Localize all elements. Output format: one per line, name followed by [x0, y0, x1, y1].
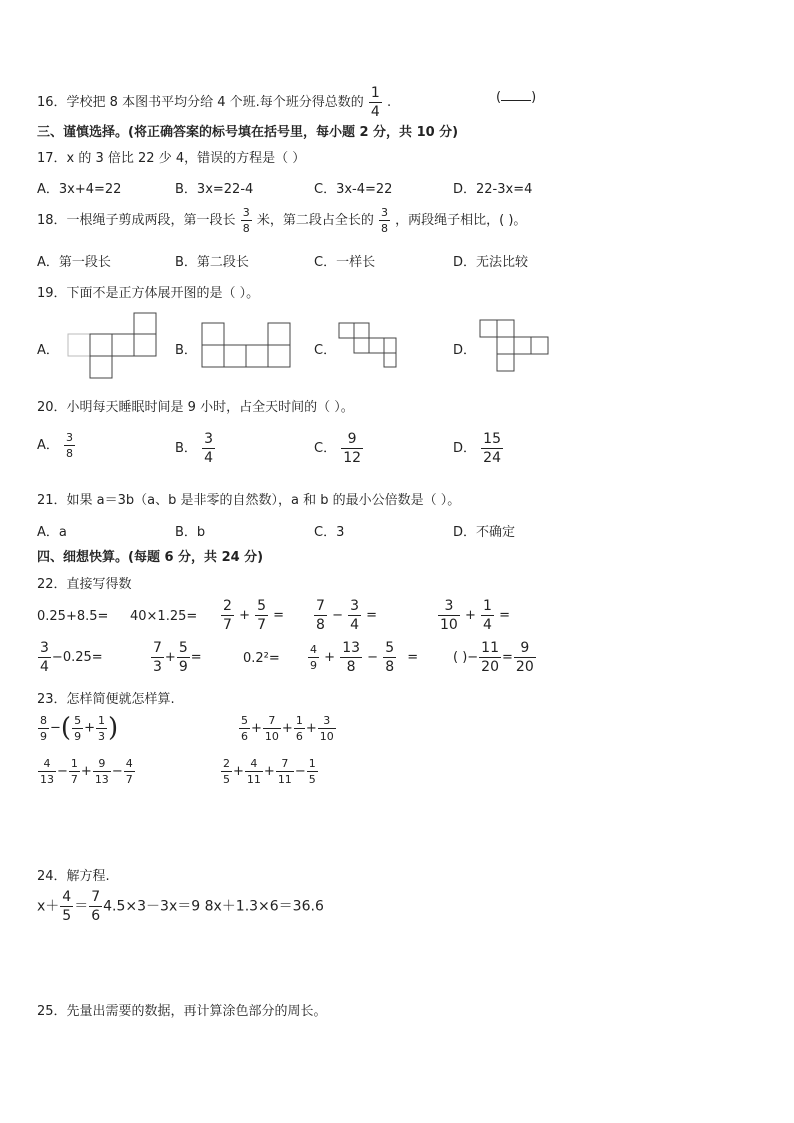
- option-20a[interactable]: A． $\frac{3}{8}$: [37, 431, 74, 460]
- question-24: 24．解方程.: [37, 869, 110, 884]
- calc-item: $\frac{2}{7}$ + $\frac{5}{7}$ =: [223, 598, 285, 633]
- option-19b-label[interactable]: B．: [175, 343, 197, 358]
- option-20d[interactable]: D． $\frac{15}{24}$: [453, 431, 501, 466]
- question-20: 20．小明每天睡眠时间是 9 小时，占全天时间的（ ）。: [37, 400, 354, 415]
- expr-23-1: $\frac{8}{9}$ −( $\frac{5}{9}$ + $\frac{1}{3}$ ): [40, 713, 119, 743]
- option-18d[interactable]: D．无法比较: [453, 255, 529, 270]
- calc-item: ( )− $\frac{11}{20}$ = $\frac{9}{20}$: [453, 640, 534, 675]
- option-19c-label[interactable]: C．: [314, 343, 337, 358]
- option-21d[interactable]: D．不确定: [453, 525, 516, 540]
- cube-net-a: [66, 312, 158, 382]
- option-17d[interactable]: D．22-3x=4: [453, 182, 533, 197]
- cube-net-b: [200, 321, 294, 371]
- option-21b[interactable]: B．b: [175, 525, 206, 540]
- fraction: $\frac{1}{4}$: [370, 85, 380, 120]
- equations-24: x＋ $\frac{4}{5}$ ＝ $\frac{7}{6}$ 4.5×3－3x＝9 8x＋1.3×6＝36.6: [37, 889, 324, 924]
- expr-23-3: $\frac{4}{13}$ − $\frac{1}{7}$ + $\frac{9}{13}$ − $\frac{4}{7}$: [40, 757, 133, 786]
- expr-23-4: $\frac{2}{5}$ + $\frac{4}{11}$ + $\frac{7}{11}$ − $\frac{1}{5}$: [223, 757, 316, 786]
- option-17a[interactable]: A．3x+4=22: [37, 182, 122, 197]
- section-4-title: 四、细想快算。(每题 6 分，共 24 分): [37, 550, 264, 565]
- option-18b[interactable]: B．第二段长: [175, 255, 249, 270]
- option-18a[interactable]: A．第一段长: [37, 255, 111, 270]
- fraction: $\frac{3}{8}$: [242, 206, 250, 235]
- question-23: 23．怎样简便就怎样算.: [37, 692, 175, 707]
- question-19: 19．下面不是正方体展开图的是（ ）。: [37, 286, 260, 301]
- question-17: 17．x 的 3 倍比 22 少 4，错误的方程是（ ）: [37, 151, 306, 166]
- option-19d-label[interactable]: D．: [453, 343, 477, 358]
- question-18: 18．一根绳子剪成两段，第一段长 $\frac{3}{8}$ 米，第二段占全长的 $\frac{3}{8}$ ，两段绳子相比，( )。: [37, 206, 527, 235]
- option-19a-label[interactable]: A．: [37, 343, 59, 358]
- calc-item: 0.2²=: [243, 651, 280, 666]
- option-17b[interactable]: B．3x=22-4: [175, 182, 254, 197]
- question-21: 21．如果 a＝3b（a、b 是非零的自然数），a 和 b 的最小公倍数是（ ）。: [37, 493, 461, 508]
- section-3-title: 三、谨慎选择。(将正确答案的标号填在括号里，每小题 2 分，共 10 分): [37, 125, 459, 140]
- cube-net-d: [478, 319, 552, 373]
- calc-item: $\frac{4}{9}$ + $\frac{13}{8}$ − $\frac{5}{8}$ =: [310, 640, 419, 675]
- calc-item: 0.25+8.5=: [37, 609, 109, 624]
- option-18c[interactable]: C．一样长: [314, 255, 376, 270]
- option-20b[interactable]: B． $\frac{3}{4}$: [175, 431, 213, 466]
- option-21c[interactable]: C．3: [314, 525, 345, 540]
- calc-item: $\frac{7}{8}$ − $\frac{3}{4}$ =: [316, 598, 378, 633]
- question-25: 25．先量出需要的数据，再计算涂色部分的周长。: [37, 1004, 327, 1019]
- calc-item: $\frac{3}{10}$ + $\frac{1}{4}$ =: [440, 598, 510, 633]
- calc-item: 40×1.25=: [130, 609, 198, 624]
- option-21a[interactable]: A．a: [37, 525, 67, 540]
- answer-blank-16[interactable]: ( ): [496, 90, 537, 105]
- calc-item: $\frac{7}{3}$ + $\frac{5}{9}$ =: [153, 640, 202, 675]
- question-16: 16．学校把 8 本图书平均分给 4 个班.每个班分得总数的 $\frac{1}{4}$ .: [37, 85, 392, 120]
- expr-23-2: $\frac{5}{6}$ + $\frac{7}{10}$ + $\frac{1}{6}$ + $\frac{3}{10}$: [241, 714, 334, 743]
- option-17c[interactable]: C．3x-4=22: [314, 182, 393, 197]
- question-22: 22．直接写得数: [37, 577, 132, 592]
- fraction: $\frac{3}{8}$: [380, 206, 388, 235]
- cube-net-c: [337, 321, 399, 369]
- option-20c[interactable]: C． $\frac{9}{12}$: [314, 431, 362, 466]
- calc-item: $\frac{3}{4}$ −0.25=: [40, 640, 103, 675]
